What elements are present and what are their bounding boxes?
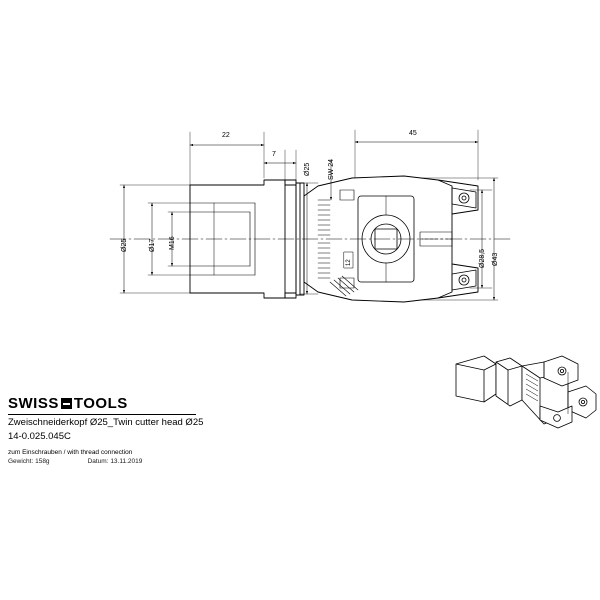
dimension-label-len22: 22 xyxy=(222,132,230,139)
brand-name-left: SWISS xyxy=(8,395,59,412)
date-label: Datum: 13.11.2019 xyxy=(87,458,143,466)
dimension-label-m16: M16 xyxy=(169,236,176,250)
dimension-label-dia25-shank: Ø25 xyxy=(121,238,128,252)
isometric-3d-view xyxy=(440,340,600,470)
brand-logo xyxy=(8,395,308,412)
dimension-label-sw24: SW 24 xyxy=(328,158,335,180)
weight-label: Gewicht: 158g xyxy=(8,458,50,466)
title-divider xyxy=(8,414,196,415)
swiss-cross-icon xyxy=(61,398,72,409)
dimension-label-len45: 45 xyxy=(409,130,417,137)
product-description: Zweischneiderkopf Ø25_Twin cutter head Ø25 xyxy=(8,417,204,428)
dimension-label-dia17: Ø17 xyxy=(149,238,156,252)
brand-name-right: TOOLS xyxy=(73,395,128,412)
dimension-label-dia43: Ø43 xyxy=(492,252,499,266)
article-number: 14-0.025.045C xyxy=(8,430,71,442)
title-block xyxy=(8,395,308,465)
dimension-label-dia25-flange: Ø25 xyxy=(304,162,311,176)
dimension-label-len7: 7 xyxy=(272,151,276,158)
connection-note: zum Einschrauben / with thread connection xyxy=(8,448,133,456)
dimension-label-dia285: Ø28,5 xyxy=(479,248,486,268)
dimension-label-mark12: 12 xyxy=(346,259,352,266)
